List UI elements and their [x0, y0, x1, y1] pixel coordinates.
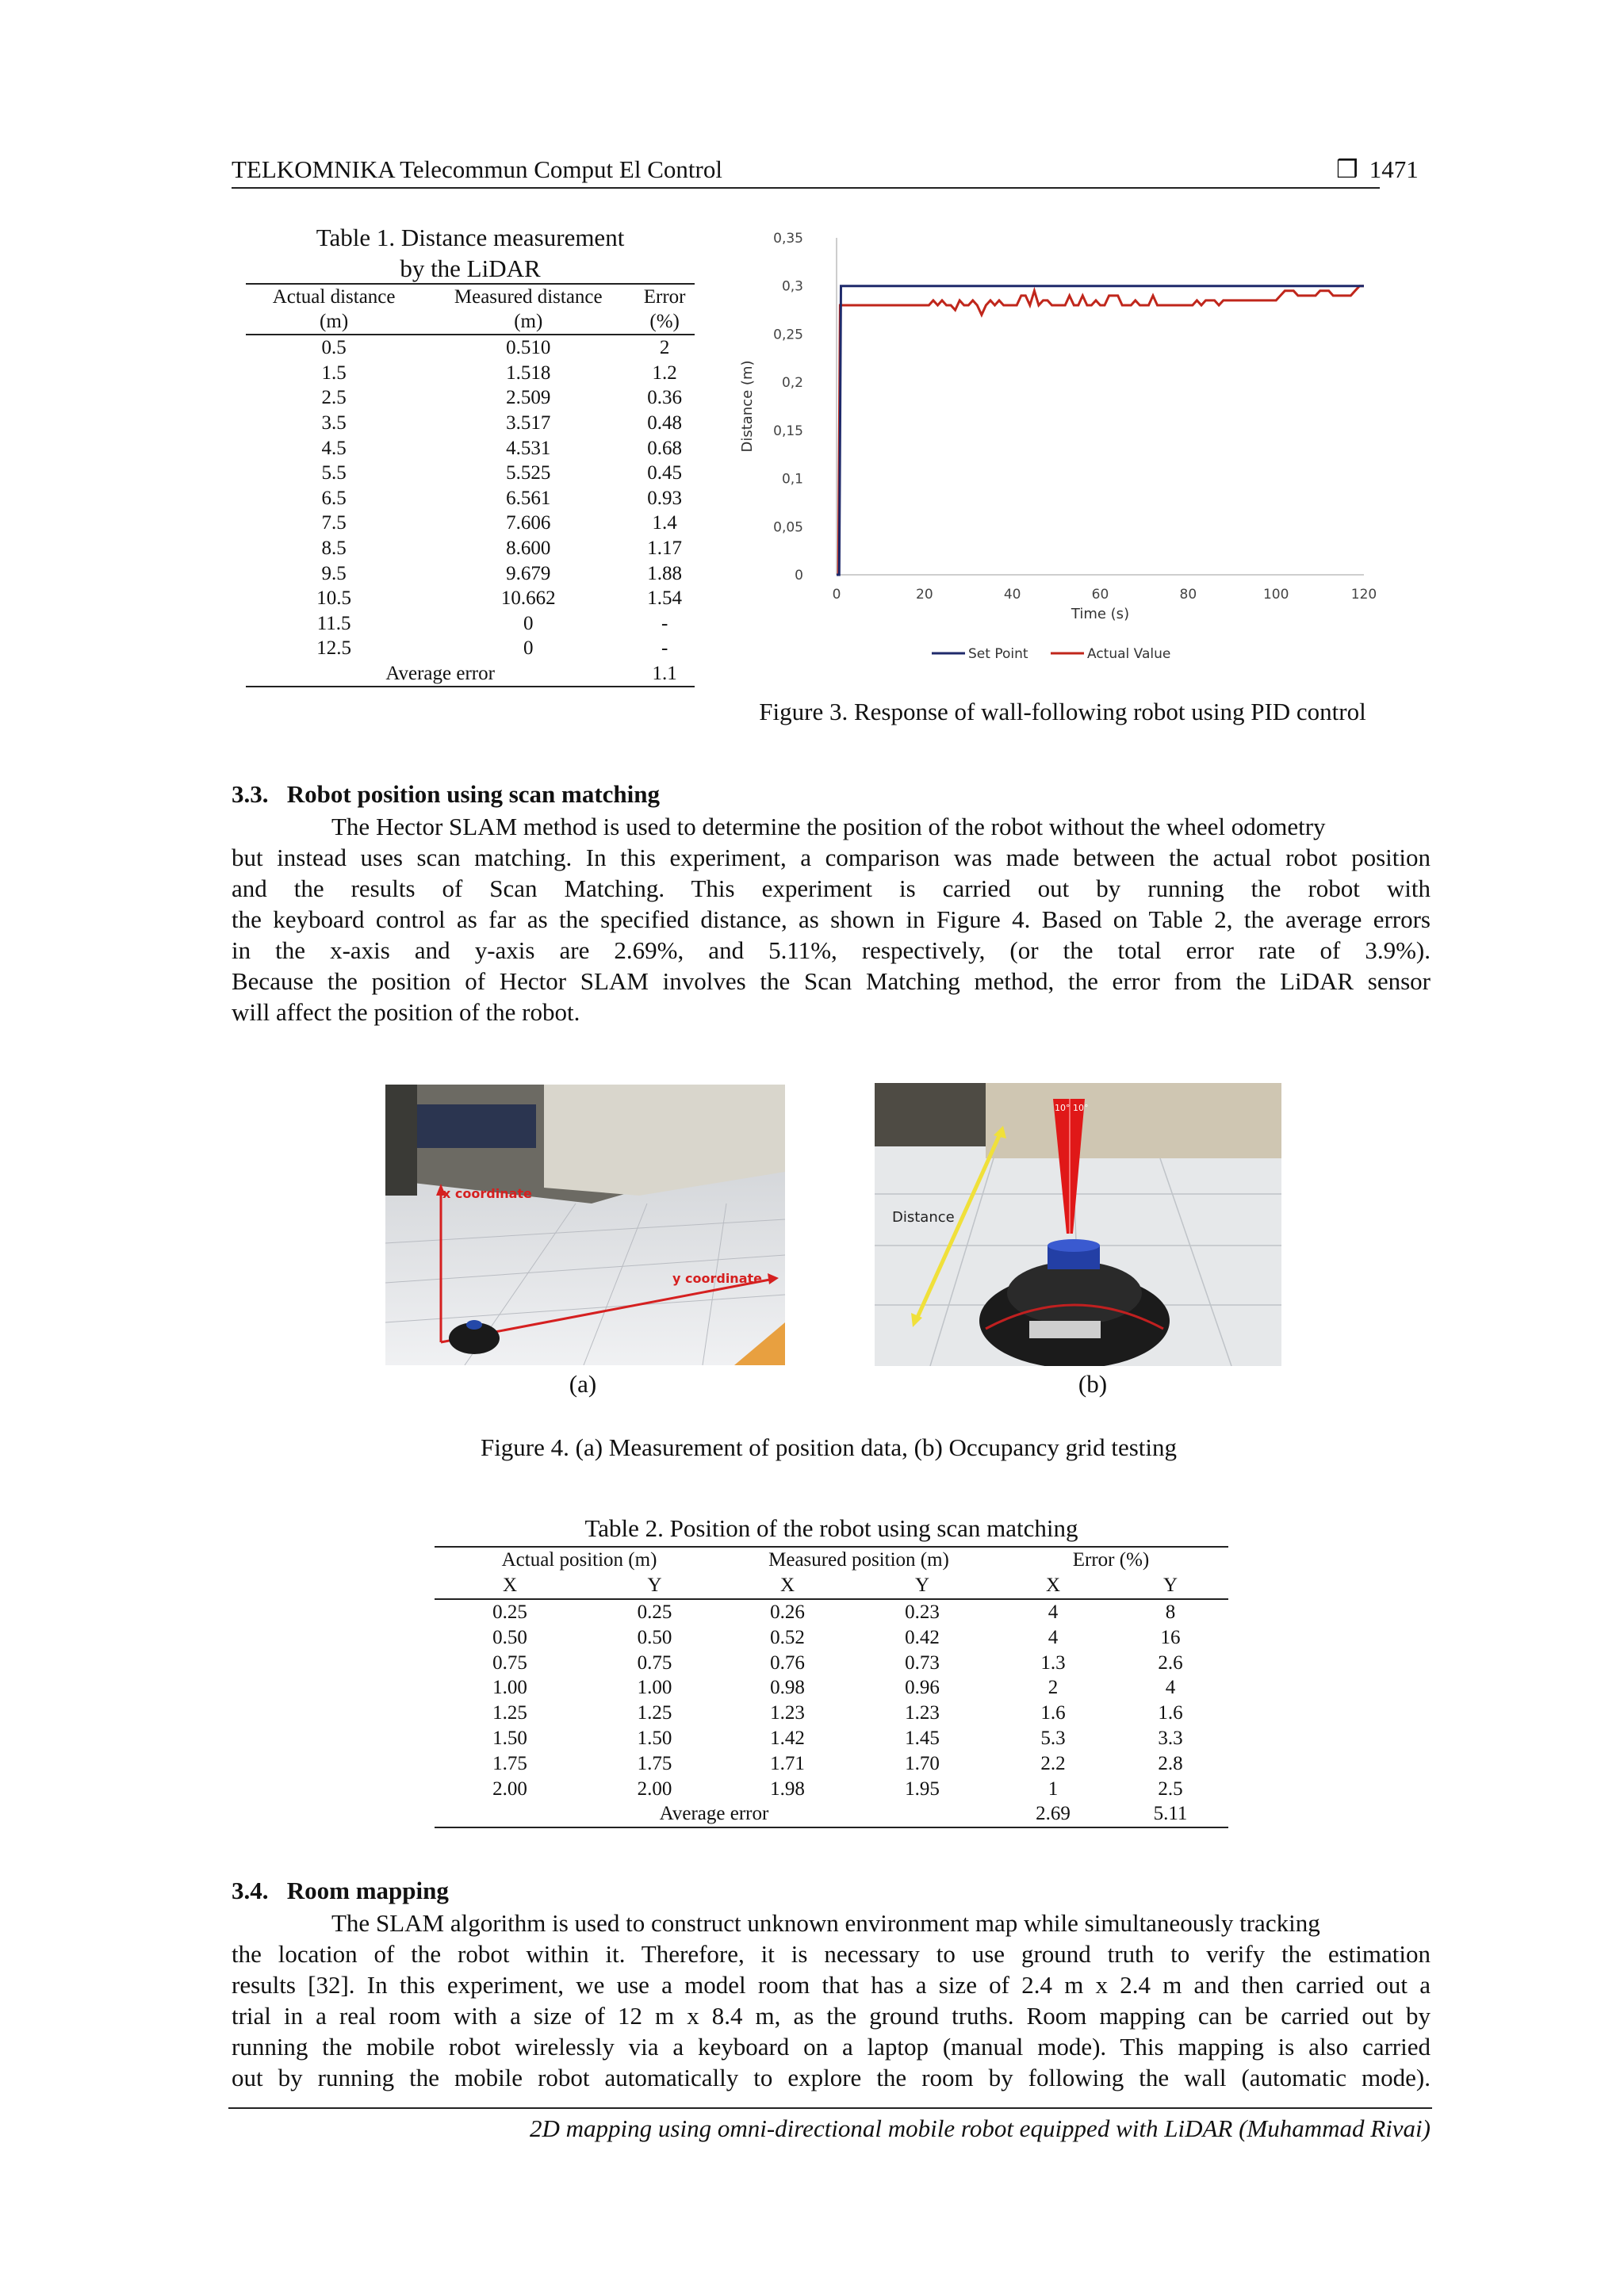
table2-cell: 1.70	[905, 1752, 940, 1774]
s34-line-3: results [32]. In this experiment, we use a model room that has a size of 2.4 m x 2.4 m and then carried out a	[232, 1971, 1431, 1999]
series-line-1	[837, 286, 1364, 575]
t1-col-actual-unit: (m)	[320, 311, 349, 332]
table1-cell: -	[661, 637, 668, 660]
table2-cell: 1.95	[905, 1777, 940, 1800]
table2-cell: 2.5	[1158, 1777, 1183, 1800]
table2-cell: 1.45	[905, 1727, 940, 1749]
t1-col-actual: Actual distance	[272, 286, 396, 308]
table2-cell: 0.76	[770, 1651, 805, 1674]
table1-cell: 1.88	[647, 562, 682, 584]
s33-line-2: but instead uses scan matching. In this experiment, a comparison was made between the actual robot position	[232, 844, 1431, 871]
figure4a-photo	[385, 1085, 785, 1365]
x-tick-label: 60	[1091, 587, 1109, 603]
x-tick-label: 100	[1262, 587, 1289, 603]
table1-row	[246, 486, 695, 511]
t1-footer-label: Average error	[385, 663, 495, 685]
figure3-chart	[730, 214, 1396, 674]
table2-cell: 1	[1048, 1777, 1059, 1800]
y-tick-label: 0,3	[781, 278, 803, 295]
table1-cell: 0.68	[647, 437, 682, 459]
figure4a-illustration	[385, 1085, 785, 1365]
t2-sub-actual-y: Y	[647, 1575, 662, 1597]
legend-label: Set Point	[968, 646, 1028, 662]
running-footer: 2D mapping using omni-directional mobile robot equipped with LiDAR (Muhammad Rivai)	[530, 2114, 1431, 2142]
table2-cell: 1.75	[492, 1752, 527, 1774]
t2-sub-actual-x: X	[502, 1575, 518, 1597]
y-tick-label: 0,15	[773, 423, 803, 439]
table1	[246, 283, 695, 687]
table1-row	[246, 435, 695, 461]
table1-cell: 0.48	[647, 412, 682, 434]
table1-cell: 0.93	[647, 487, 682, 509]
table2-cell: 16	[1160, 1626, 1181, 1648]
table1-caption-line1: Table 1. Distance measurement	[316, 224, 625, 251]
table1-cell: 3.517	[506, 412, 551, 434]
running-header-journal: TELKOMNIKA Telecommun Comput El Control	[232, 155, 722, 183]
table2-cell: 1.6	[1040, 1702, 1066, 1724]
table2-cell: 0.42	[905, 1626, 940, 1648]
table2-cell: 1.6	[1158, 1702, 1183, 1724]
page-number: 1471	[1369, 155, 1419, 183]
table1-cell: 0.510	[506, 337, 551, 359]
table2-caption: Table 2. Position of the robot using scan matching	[584, 1514, 1078, 1542]
table2-cell: 0.96	[905, 1677, 940, 1699]
x-tick-label: 40	[1003, 587, 1021, 603]
x-axis-label: Time (s)	[1071, 606, 1130, 622]
y-tick-label: 0,05	[773, 519, 803, 536]
t2-footer-y: 5.11	[1153, 1803, 1188, 1825]
table2-cell: 0.25	[637, 1601, 672, 1623]
table1-cell: -	[661, 612, 668, 634]
s33-line-5: in the x-axis and y-axis are 2.69%, and 5.11%, respectively, (or the total error rate of 3.9%).	[232, 936, 1431, 964]
table2-cell: 0.52	[770, 1626, 805, 1648]
table2-cell: 1.25	[637, 1702, 672, 1724]
table2-cell: 2.2	[1040, 1752, 1066, 1774]
table2-row	[435, 1599, 1228, 1625]
table1-cell: 2	[659, 337, 670, 359]
x-tick-label: 20	[916, 587, 933, 603]
y-axis-label: Distance (m)	[739, 360, 756, 453]
y-tick-label: 0,2	[781, 375, 803, 392]
page-symbol-icon: ❒	[1336, 155, 1358, 183]
t2-sub-measured-y: Y	[914, 1575, 930, 1597]
table2-cell: 1.50	[637, 1727, 672, 1749]
table1-cell: 8.5	[321, 538, 347, 560]
x-tick-label: 80	[1179, 587, 1197, 603]
t1-col-measured-unit: (m)	[514, 311, 543, 332]
table1-cell: 2.509	[506, 387, 551, 409]
table1-row	[246, 461, 695, 486]
table2-cell: 0.98	[770, 1677, 805, 1699]
section34-paragraph	[232, 1908, 1431, 2093]
section33-paragraph	[232, 811, 1431, 1027]
t2-footer-label: Average error	[659, 1803, 769, 1825]
table1-row	[246, 335, 695, 361]
table2-row	[435, 1701, 1228, 1726]
figure4-caption: Figure 4. (a) Measurement of position data, (b) Occupancy grid testing	[480, 1433, 1178, 1461]
table1-cell: 1.5	[321, 362, 347, 384]
table2-cell: 8	[1165, 1601, 1176, 1623]
table2-cell: 0.26	[770, 1601, 805, 1623]
s34-line-4: trial in a real room with a size of 12 m x 8.4 m, as the ground truths. Room mapping can be carried out by	[232, 2002, 1431, 2030]
figure4b-photo	[875, 1083, 1281, 1366]
s34-line-1: The SLAM algorithm is used to construct unknown environment map while simultaneously tracking	[331, 1909, 1320, 1937]
table2-cell: 4	[1165, 1677, 1176, 1699]
table2-cell: 1.71	[770, 1752, 805, 1774]
label-distance: Distance	[892, 1209, 955, 1226]
table2-cell: 1.00	[637, 1677, 672, 1699]
table1-cell: 3.5	[321, 412, 347, 434]
table2-cell: 1.98	[770, 1777, 805, 1800]
legend-label: Actual Value	[1087, 646, 1171, 662]
t2-footer-x: 2.69	[1036, 1803, 1071, 1825]
table2-cell: 0.75	[637, 1651, 672, 1674]
table1-cell: 12.5	[316, 637, 351, 660]
angle-left-label: 10°	[1055, 1103, 1071, 1113]
table1-cell: 1.17	[647, 538, 682, 560]
t2-sub-error-x: X	[1045, 1575, 1061, 1597]
table1-cell: 4.531	[506, 437, 551, 459]
table1-row	[246, 586, 695, 611]
series-line-0	[837, 286, 1364, 575]
s33-line-1: The Hector SLAM method is used to determine the position of the robot without the wheel odometry	[331, 813, 1326, 840]
table1-cell: 0.36	[647, 387, 682, 409]
table1-caption	[246, 222, 695, 284]
table1-row	[246, 636, 695, 661]
table1-row	[246, 536, 695, 561]
chart-svg	[730, 214, 1396, 674]
table1-cell: 10.662	[500, 587, 556, 610]
table1-row	[246, 361, 695, 386]
y-tick-label: 0,1	[781, 471, 803, 488]
table1-cell: 1.518	[506, 362, 551, 384]
t1-col-error: Error	[643, 286, 686, 308]
figure3-caption: Figure 3. Response of wall-following robot using PID control	[759, 698, 1366, 725]
table1-cell: 4.5	[321, 437, 347, 459]
table1-cell: 0.5	[321, 337, 347, 359]
table1-cell: 10.5	[316, 587, 351, 610]
table1-cell: 11.5	[316, 612, 351, 634]
table1-body	[246, 335, 695, 661]
table2-cell: 1.23	[770, 1702, 805, 1724]
t2-sub-error-y: Y	[1162, 1575, 1178, 1597]
table2-row	[435, 1675, 1228, 1701]
table2-row	[435, 1726, 1228, 1751]
t2-group-actual: Actual position (m)	[501, 1549, 657, 1571]
table2-cell: 0.23	[905, 1601, 940, 1623]
table2	[435, 1546, 1228, 1828]
table2-cell: 2	[1048, 1677, 1059, 1699]
s34-line-2: the location of the robot within it. Therefore, it is necessary to use ground truth to verify the estimation	[232, 1940, 1431, 1968]
table1-row	[246, 561, 695, 586]
table2-cell: 2.00	[492, 1777, 527, 1800]
table1-cell: 7.5	[321, 512, 347, 534]
label-x-coordinate: x coordinate	[442, 1186, 532, 1201]
figure4-panel-b-label: (b)	[1078, 1370, 1108, 1398]
y-tick-label: 0,25	[773, 327, 803, 343]
table1-cell: 9.679	[506, 562, 551, 584]
y-tick-label: 0,35	[773, 231, 803, 247]
table2-cell: 3.3	[1158, 1727, 1183, 1749]
table2-cell: 2.8	[1158, 1752, 1183, 1774]
table1-row	[246, 511, 695, 536]
table2-cell: 4	[1048, 1601, 1059, 1623]
table2-row	[435, 1624, 1228, 1650]
table2-cell: 0.50	[637, 1626, 672, 1648]
x-tick-label: 120	[1350, 587, 1377, 603]
table2-cell: 1.00	[492, 1677, 527, 1699]
table1-cell: 6.561	[506, 487, 551, 509]
table1-cell: 1.54	[647, 587, 682, 610]
s34-line-5: running the mobile robot wirelessly via a keyboard on a laptop (manual mode). This mapping is also carried	[232, 2033, 1431, 2061]
table1-cell: 2.5	[321, 387, 347, 409]
angle-right-label: 10°	[1073, 1103, 1089, 1113]
table1-cell: 6.5	[321, 487, 347, 509]
table2-cell: 1.42	[770, 1727, 805, 1749]
table1-cell: 1.4	[652, 512, 677, 534]
t2-group-error: Error (%)	[1072, 1549, 1150, 1571]
t1-col-measured: Measured distance	[454, 286, 603, 308]
table2-cell: 2.6	[1158, 1651, 1183, 1674]
table1-cell: 5.5	[321, 462, 347, 484]
table2-row	[435, 1650, 1228, 1675]
table1-caption-line2: by the LiDAR	[400, 254, 541, 282]
t1-col-error-unit: (%)	[649, 311, 680, 332]
s33-line-3: and the results of Scan Matching. This experiment is carried out by running the robot with	[232, 874, 1431, 902]
s33-line-6: Because the position of Hector SLAM involves the Scan Matching method, the error from the LiDAR sensor	[232, 967, 1431, 995]
page-number-area	[1336, 155, 1419, 184]
figure4-panel-a-label: (a)	[569, 1370, 597, 1398]
table1-row	[246, 385, 695, 411]
table2-cell: 0.73	[905, 1651, 940, 1674]
s34-line-6: out by running the mobile robot automatically to explore the room by following the wall (automatic mode).	[232, 2064, 1431, 2091]
table1-cell: 8.600	[506, 538, 551, 560]
table1-row	[246, 411, 695, 436]
y-tick-label: 0	[795, 568, 803, 584]
table2-cell: 1.75	[637, 1752, 672, 1774]
table2-cell: 5.3	[1040, 1727, 1066, 1749]
table1-cell: 0	[523, 637, 534, 660]
s33-line-7: will affect the position of the robot.	[232, 998, 580, 1026]
table2-cell: 1.25	[492, 1702, 527, 1724]
table1-cell: 0.45	[647, 462, 682, 484]
table2-cell: 4	[1048, 1626, 1059, 1648]
table2-row	[435, 1751, 1228, 1776]
table1-cell: 7.606	[506, 512, 551, 534]
table2-row	[435, 1776, 1228, 1801]
table2-cell: 0.50	[492, 1626, 527, 1648]
table1-cell: 1.2	[652, 362, 677, 384]
table2-cell: 0.25	[492, 1601, 527, 1623]
header-rule	[232, 187, 1380, 189]
table1-cell: 9.5	[321, 562, 347, 584]
x-tick-label: 0	[832, 587, 841, 603]
table2-cell: 0.75	[492, 1651, 527, 1674]
table2-cell: 1.23	[905, 1702, 940, 1724]
s33-line-4: the keyboard control as far as the specified distance, as shown in Figure 4. Based on Table 2, the average errors	[232, 905, 1431, 933]
table1-cell: 0	[523, 612, 534, 634]
section33-heading: 3.3. Robot position using scan matching	[232, 780, 661, 808]
table2-cell: 1.50	[492, 1727, 527, 1749]
label-y-coordinate: y coordinate	[672, 1271, 762, 1286]
table2-cell: 1.3	[1040, 1651, 1066, 1674]
table1-cell: 5.525	[506, 462, 551, 484]
table2-cell: 2.00	[637, 1777, 672, 1800]
section34-heading: 3.4. Room mapping	[232, 1877, 449, 1904]
t2-group-measured: Measured position (m)	[768, 1549, 949, 1571]
table1-row	[246, 611, 695, 637]
footer-rule	[228, 2107, 1432, 2109]
figure4b-illustration	[875, 1083, 1281, 1366]
t2-sub-measured-x: X	[779, 1575, 795, 1597]
t1-footer-value: 1.1	[652, 663, 677, 685]
table2-body	[435, 1599, 1228, 1801]
